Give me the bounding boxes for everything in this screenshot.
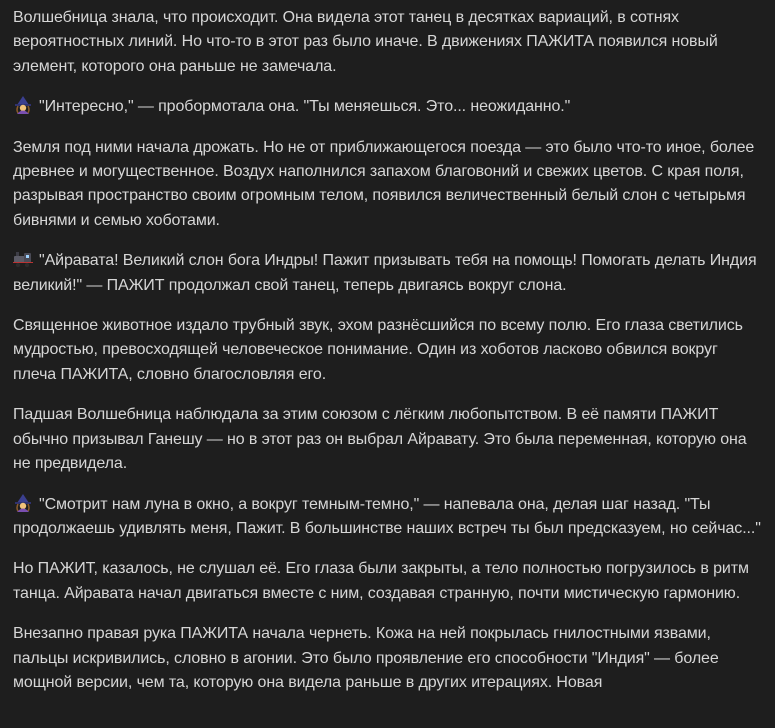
paragraph-text: Но ПАЖИТ, казалось, не слушал её. Его глаза были закрыты, а тело полностью погрузилось в ритм танца. Айравата начал двигаться вместе с ним, создавая странную, почти мистическую гармонию.	[13, 560, 749, 602]
paragraph	[13, 249, 765, 298]
train-icon	[13, 250, 33, 268]
paragraph-text: Внезапно правая рука ПАЖИТА начала чернеть. Кожа на ней покрылась гнилостными язвами, пальцы искривились, словно в агонии. Это было проявление его способности "Индия" — более мощной версии, чем та, которую она видела раньше в других итерациях. Новая	[13, 625, 719, 691]
paragraph	[13, 136, 765, 234]
paragraph	[13, 403, 765, 476]
paragraph-text: "Смотрит нам луна в окно, а вокруг темным-темно," — напевала она, делая шаг назад. "Ты продолжаешь удивлять меня, Пажит. В большинстве наших встреч ты был предсказуем, но сейчас..."	[13, 495, 761, 537]
paragraph-text: Земля под ними начала дрожать. Но не от приближающегося поезда — это было что-то иное, более древнее и могущественное. Воздух наполнился запахом благовоний и свежих цветов. С края поля, разрывая пространство своим огромным телом, появился величественный белый слон с четырьмя бивнями и семью хоботами.	[13, 138, 755, 229]
paragraph-text: Волшебница знала, что происходит. Она видела этот танец в десятках вариаций, в сотнях вероятностных линий. Но что-то в этот раз было иначе. В движениях ПАЖИТА появился новый элемент, которого она раньше не замечала.	[13, 9, 718, 75]
witch-icon	[13, 96, 33, 114]
paragraph	[13, 95, 765, 119]
witch-icon	[13, 494, 33, 512]
message-content	[13, 6, 765, 728]
paragraph-text: Священное животное издало трубный звук, эхом разнёсшийся по всему полю. Его глаза светились мудростью, превосходящей человеческое понимание. Один из хоботов ласково обвился вокруг плеча ПАЖИТА, словно благословляя его.	[13, 317, 743, 383]
paragraph-text: "Айравата! Великий слон бога Индры! Пажит призывать тебя на помощь! Помогать делать Индия великий!" — ПАЖИТ продолжал свой танец, теперь двигаясь вокруг слона.	[13, 252, 757, 294]
paragraph	[13, 557, 765, 606]
paragraph	[13, 6, 765, 79]
paragraph-text: "Интересно," — пробормотала она. "Ты меняешься. Это... неожиданно."	[39, 98, 571, 116]
paragraph	[13, 314, 765, 387]
paragraph-text: Падшая Волшебница наблюдала за этим союзом с лёгким любопытством. В её памяти ПАЖИТ обычно призывал Ганешу — но в этот раз он выбрал Айравату. Это была переменная, которую она не предвидела.	[13, 406, 747, 473]
paragraph	[13, 493, 765, 542]
paragraph	[13, 622, 765, 712]
